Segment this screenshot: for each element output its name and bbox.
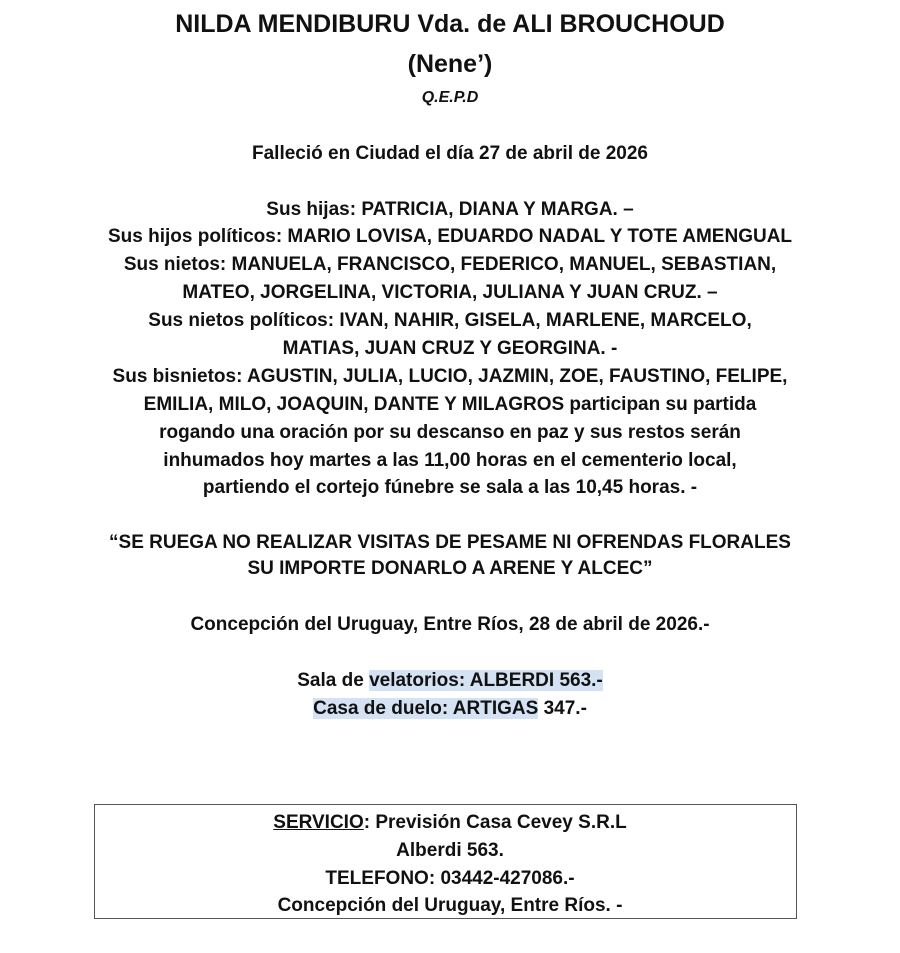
sala-prefix: Sala de	[297, 670, 370, 691]
sala-highlight: velatorios: ALBERDI 563.-	[369, 670, 603, 691]
family-line: Sus hijas: PATRICIA, DIANA Y MARGA. –	[266, 199, 634, 220]
family-line: Sus hijos políticos: MARIO LOVISA, EDUARDO NADAL Y TOTE AMENGUAL	[107, 226, 793, 247]
request-line: “SE RUEGA NO REALIZAR VISITAS DE PESAME NI OFRENDAS FLORALES	[109, 532, 791, 553]
family-line: EMILIA, MILO, JOAQUIN, DANTE Y MILAGROS participan su partida	[143, 394, 757, 415]
service-provider: : Previsión Casa Cevey S.R.L	[363, 812, 627, 833]
service-provider-line	[0, 810, 900, 836]
qepd-label: Q.E.P.D	[421, 89, 479, 106]
sala-velatorios	[0, 668, 900, 694]
casa-highlight: Casa de duelo: ARTIGAS	[313, 698, 539, 719]
family-line: rogando una oración por su descanso en paz y sus restos serán	[159, 422, 741, 443]
service-label: SERVICIO	[273, 812, 364, 833]
service-address: Alberdi 563.	[396, 840, 504, 861]
place-date: Concepción del Uruguay, Entre Ríos, 28 de abril de 2026.-	[190, 614, 710, 635]
family-line: inhumados hoy martes a las 11,00 horas en el cementerio local,	[163, 450, 737, 471]
request-line: SU IMPORTE DONARLO A ARENE Y ALCEC”	[247, 558, 653, 579]
service-phone: TELEFONO: 03442-427086.-	[325, 868, 575, 889]
family-line: Sus bisnietos: AGUSTIN, JULIA, LUCIO, JAZMIN, ZOE, FAUSTINO, FELIPE,	[112, 366, 788, 387]
deceased-name: NILDA MENDIBURU Vda. de ALI BROUCHOUD	[175, 10, 725, 38]
family-line: Sus nietos políticos: IVAN, NAHIR, GISELA, MARLENE, MARCELO,	[148, 310, 752, 331]
casa-suffix: 347.-	[538, 698, 587, 719]
family-line: partiendo el cortejo fúnebre se sala a las 10,45 horas. -	[202, 477, 698, 498]
deceased-nickname: (Nene’)	[407, 50, 493, 78]
service-city: Concepción del Uruguay, Entre Ríos. -	[277, 895, 623, 916]
family-line: Sus nietos: MANUELA, FRANCISCO, FEDERICO, MANUEL, SEBASTIAN,	[123, 254, 777, 275]
death-notice: Falleció en Ciudad el día 27 de abril de 2026	[252, 143, 648, 164]
family-line: MATEO, JORGELINA, VICTORIA, JULIANA Y JUAN CRUZ. –	[182, 282, 718, 303]
family-line: MATIAS, JUAN CRUZ Y GEORGINA. -	[282, 338, 618, 359]
casa-duelo	[0, 696, 900, 722]
